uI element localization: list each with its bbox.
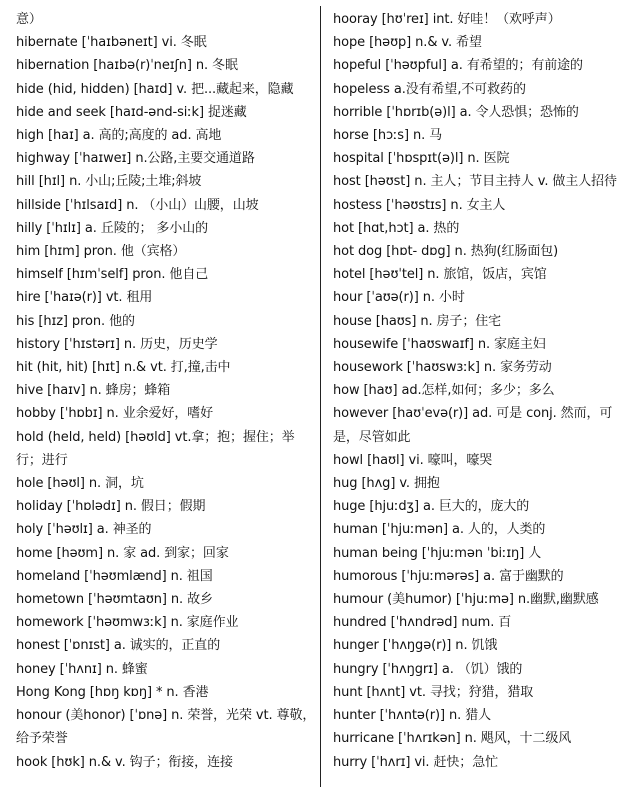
vocab-entry: hunter [ˈhʌntə(r)] n. 猎人 xyxy=(333,708,491,724)
vocab-entry: history [ˈhɪstərɪ] n. 历史，历史学 xyxy=(16,336,218,352)
vocab-entry: hide (hid, hidden) [haɪd] v. 把...藏起来，隐藏 xyxy=(16,81,294,97)
vocab-entry: hotel [həʊˈtel] n. 旅馆，饭店，宾馆 xyxy=(333,267,547,283)
vocab-entry: hibernate [ˈhaɪbəneɪt] vi. 冬眠 xyxy=(16,35,207,51)
vocab-entry: howl [haʊl] vi. 嚎叫，嚎哭 xyxy=(333,452,493,468)
vocab-entry: hug [hʌg] v. 拥抱 xyxy=(333,476,440,492)
vocab-entry: hot [hɑt,hɔt] a. 热的 xyxy=(333,220,460,236)
vocab-entry: human being [ˈhjuːmən ˈbiːɪŋ] 人 xyxy=(333,545,542,561)
vocab-entry: hour [ˈaʊə(r)] n. 小时 xyxy=(333,290,465,306)
vocab-entry: hungry [ˈhʌŋgrɪ] a. （饥）饿的 xyxy=(333,661,523,677)
vocab-entry: humorous [ˈhjuːmərəs] a. 富于幽默的 xyxy=(333,568,564,584)
vocab-entry: 意） xyxy=(16,12,42,27)
vocab-entry: host [həʊst] n. 主人；节目主持人 v. 做主人招待 xyxy=(333,174,617,190)
vocab-entry: hobby [ˈhɒbɪ] n. 业余爱好，嗜好 xyxy=(16,406,214,422)
vocab-entry: horrible [ˈhɒrɪb(ə)l] a. 令人恐惧；恐怖的 xyxy=(333,104,579,120)
vocab-entry: humour (美humor) [ˈhjuːmə] n.幽默,幽默感 xyxy=(333,592,599,608)
vocab-entry: hunt [hʌnt] vt. 寻找；狩猎，猎取 xyxy=(333,684,534,700)
vocab-entry: honour (美honor) [ˈɒnə] n. 荣誉，光荣 vt. 尊敬，给予荣誉 xyxy=(16,708,316,747)
vocab-entry: hillside [ˈhɪlsaɪd] n. （小山）山腰，山坡 xyxy=(16,197,259,213)
vocab-entry: honey [ˈhʌnɪ] n. 蜂蜜 xyxy=(16,661,148,677)
vocab-entry: hometown [ˈhəʊmtaʊn] n. 故乡 xyxy=(16,592,213,608)
vocab-entry: hopeful [ˈhəʊpful] a. 有希望的；有前途的 xyxy=(333,58,583,74)
vocab-entry: human [ˈhjuːmən] a. 人的，人类的 xyxy=(333,522,546,538)
vocab-entry: hope [həʊp] n.& v. 希望 xyxy=(333,35,482,51)
vocab-entry: hundred [ˈhʌndrəd] num. 百 xyxy=(333,615,512,631)
vocab-entry: hill [hɪl] n. 小山;丘陵;土堆;斜坡 xyxy=(16,174,202,190)
vocab-entry: hot dog [hɒt- dɒg] n. 热狗(红肠面包) xyxy=(333,244,559,260)
vocab-entry: house [haʊs] n. 房子；住宅 xyxy=(333,313,502,329)
vocab-entry: Hong Kong [hɒŋ kɒŋ] * n. 香港 xyxy=(16,684,209,700)
vocab-entry: hole [həʊl] n. 洞，坑 xyxy=(16,476,144,492)
vocab-entry: hilly [ˈhɪlɪ] a. 丘陵的； 多小山的 xyxy=(16,220,209,236)
vocab-entry: hunger [ˈhʌŋgə(r)] n. 饥饿 xyxy=(333,638,498,654)
vocab-entry: housework [ˈhaʊswɜːk] n. 家务劳动 xyxy=(333,360,552,376)
vocab-entry: huge [hjuːdʒ] a. 巨大的，庞大的 xyxy=(333,499,530,515)
vocab-entry: him [hɪm] pron. 他（宾格） xyxy=(16,244,186,260)
vocab-entry: how [haʊ] ad.怎样,如何；多少；多么 xyxy=(333,383,555,399)
vocab-entry: hopeless a.没有希望,不可救药的 xyxy=(333,81,526,97)
vocab-entry: home [həʊm] n. 家 ad. 到家；回家 xyxy=(16,545,229,561)
vocab-entry: highway [ˈhaɪweɪ] n.公路,主要交通道路 xyxy=(16,151,255,167)
vocab-entry: hive [haɪv] n. 蜂房；蜂箱 xyxy=(16,383,171,399)
right-column xyxy=(321,0,640,795)
vocab-entry: hold (held, held) [həʊld] vt.拿；抱；握住；举行；进行 xyxy=(16,429,295,468)
vocab-entry: housewife [ˈhaʊswaɪf] n. 家庭主妇 xyxy=(333,336,546,352)
vocab-entry: however [haʊˈevə(r)] ad. 可是 conj. 然而，可是，尽管如此 xyxy=(333,406,613,445)
vocab-entry: hooray [hʊˈreɪ] int. 好哇！（欢呼声） xyxy=(333,12,561,27)
vocab-entry: hibernation [haɪbə(r)ˈneɪʃn] n. 冬眠 xyxy=(16,58,238,74)
vocab-entry: high [haɪ] a. 高的;高度的 ad. 高地 xyxy=(16,128,222,144)
vocab-entry: holiday [ˈhɒlədɪ] n. 假日；假期 xyxy=(16,499,206,515)
vocab-entry: hit (hit, hit) [hɪt] n.& vt. 打,撞,击中 xyxy=(16,360,231,376)
vocab-entry: hide and seek [haɪd-ənd-siːk] 捉迷藏 xyxy=(16,104,247,120)
vocab-entry: homework [ˈhəʊmwɜːk] n. 家庭作业 xyxy=(16,615,239,631)
vocab-entry: hook [hʊk] n.& v. 钩子；衔接，连接 xyxy=(16,754,233,770)
vocab-entry: hurry [ˈhʌrɪ] vi. 赶快；急忙 xyxy=(333,754,498,770)
vocab-entry: hospital [ˈhɒspɪt(ə)l] n. 医院 xyxy=(333,151,510,167)
vocab-entry: hostess [ˈhəʊstɪs] n. 女主人 xyxy=(333,197,506,213)
vocab-entry: himself [hɪmˈself] pron. 他自己 xyxy=(16,267,209,283)
vocab-entry: hire [ˈhaɪə(r)] vt. 租用 xyxy=(16,290,153,306)
vocab-entry: horse [hɔːs] n. 马 xyxy=(333,128,443,144)
vocab-entry: honest [ˈɒnɪst] a. 诚实的，正直的 xyxy=(16,638,221,654)
vocab-entry: homeland [ˈhəʊmlænd] n. 祖国 xyxy=(16,568,213,584)
vocab-entry: his [hɪz] pron. 他的 xyxy=(16,313,135,329)
vocab-entry: holy [ˈhəʊlɪ] a. 神圣的 xyxy=(16,522,152,538)
vocab-entry: hurricane [ˈhʌrɪkən] n. 飓风，十二级风 xyxy=(333,731,572,747)
